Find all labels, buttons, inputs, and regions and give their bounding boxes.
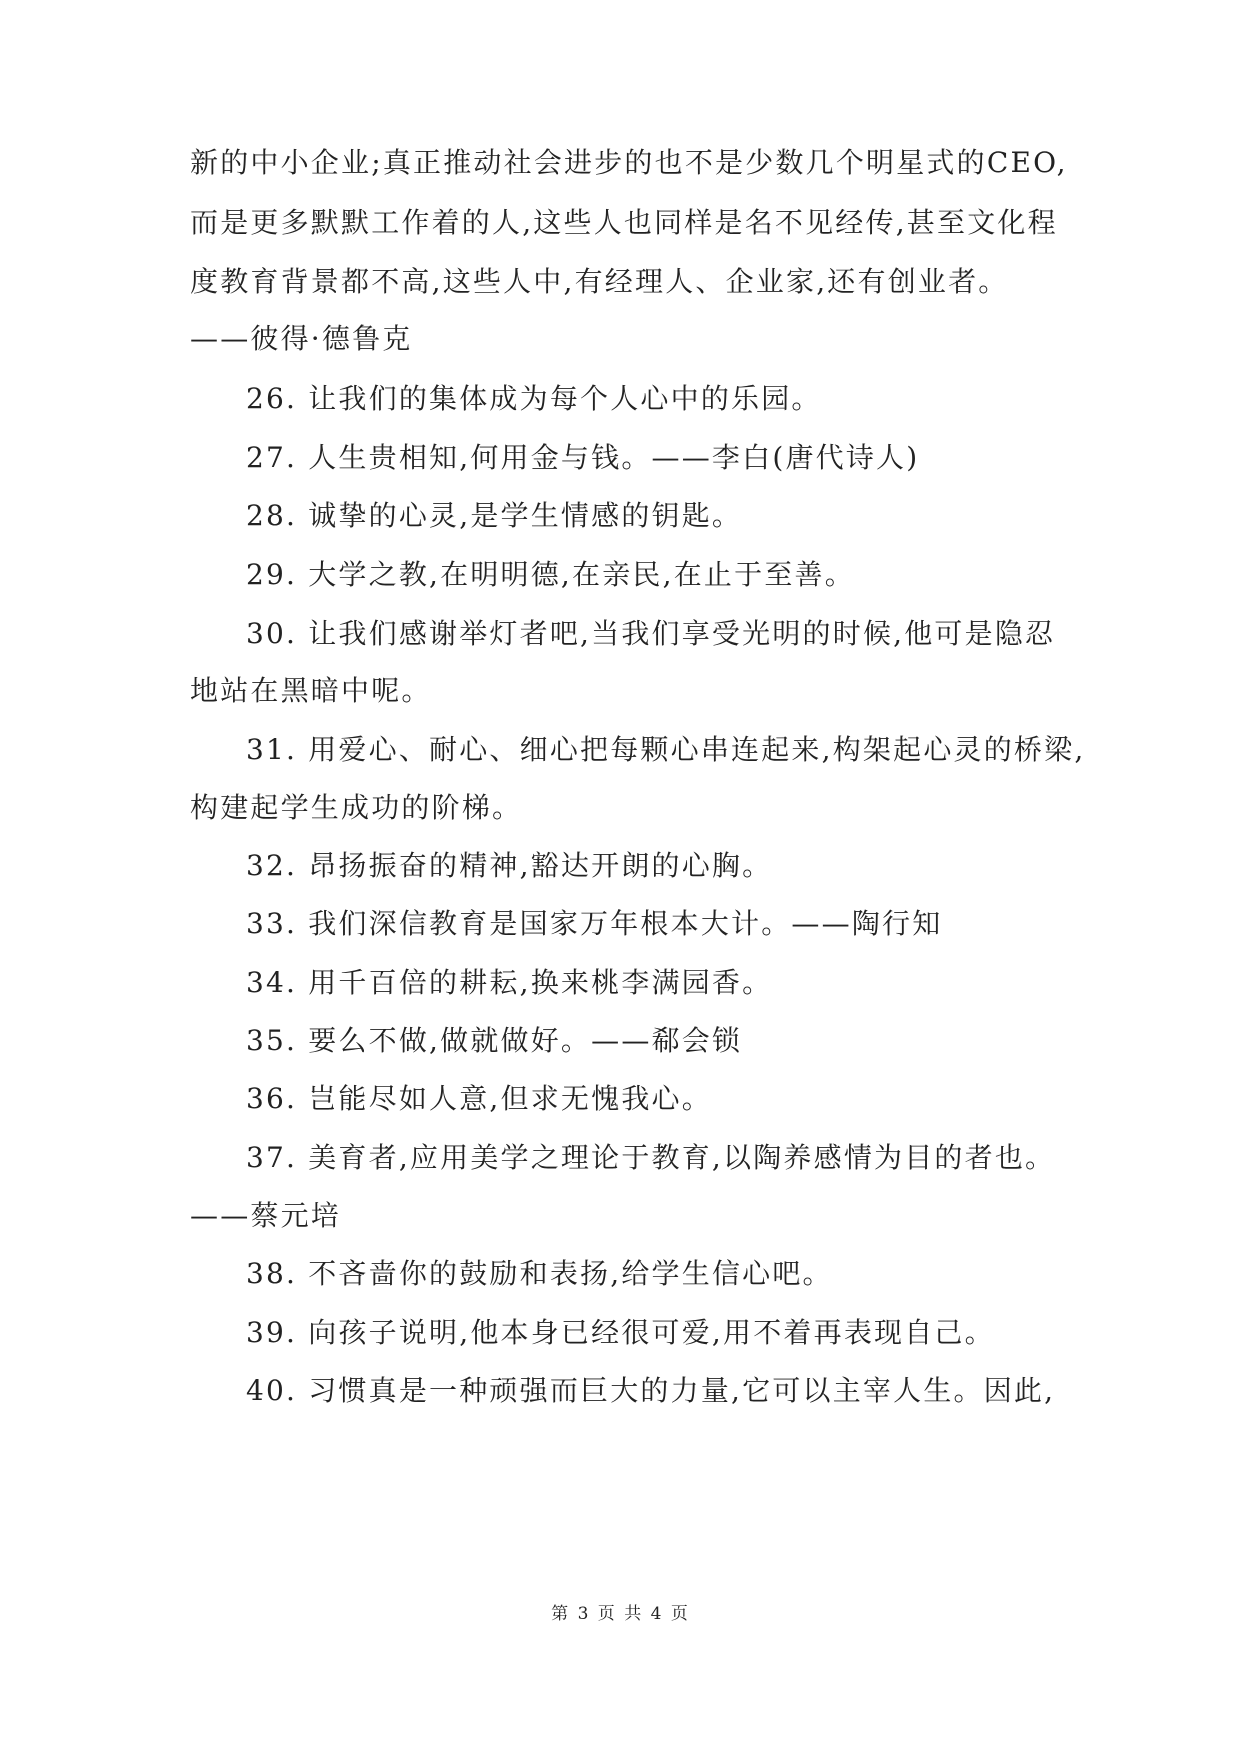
text-line-3: 度教育背景都不高,这些人中,有经理人、企业家,还有创业者。 <box>190 265 1009 298</box>
quote-item-31-continued: 构建起学生成功的阶梯。 <box>190 791 523 824</box>
quote-item-30-continued: 地站在黑暗中呢。 <box>190 674 432 707</box>
quote-item-28: 28. 诚挚的心灵,是学生情感的钥匙。 <box>246 499 743 532</box>
quote-attribution: ——彼得·德鲁克 <box>190 322 413 355</box>
text-line-1: 新的中小企业;真正推动社会进步的也不是少数几个明星式的CEO, <box>190 146 1068 179</box>
quote-item-30: 30. 让我们感谢举灯者吧,当我们享受光明的时候,他可是隐忍 <box>246 617 1056 650</box>
quote-item-33: 33. 我们深信教育是国家万年根本大计。——陶行知 <box>246 907 943 940</box>
text-line-2: 而是更多默默工作着的人,这些人也同样是名不见经传,甚至文化程 <box>190 206 1058 239</box>
quote-item-35: 35. 要么不做,做就做好。——郗会锁 <box>246 1024 743 1057</box>
quote-item-37: 37. 美育者,应用美学之理论于教育,以陶养感情为目的者也。 <box>246 1141 1056 1174</box>
quote-item-37-attribution: ——蔡元培 <box>190 1199 342 1232</box>
quote-item-29: 29. 大学之教,在明明德,在亲民,在止于至善。 <box>246 558 855 591</box>
quote-item-36: 36. 岂能尽如人意,但求无愧我心。 <box>246 1082 712 1115</box>
quote-item-31: 31. 用爱心、耐心、细心把每颗心串连起来,构架起心灵的桥梁, <box>246 733 1086 766</box>
quote-item-40: 40. 习惯真是一种顽强而巨大的力量,它可以主宰人生。因此, <box>246 1374 1056 1407</box>
quote-item-34: 34. 用千百倍的耕耘,换来桃李满园香。 <box>246 966 773 999</box>
quote-item-39: 39. 向孩子说明,他本身已经很可爱,用不着再表现自己。 <box>246 1316 995 1349</box>
page-number-footer: 第 3 页 共 4 页 <box>551 1604 690 1624</box>
quote-item-27: 27. 人生贵相知,何用金与钱。——李白(唐代诗人) <box>246 441 920 474</box>
quote-item-32: 32. 昂扬振奋的精神,豁达开朗的心胸。 <box>246 849 773 882</box>
quote-item-38: 38. 不吝啬你的鼓励和表扬,给学生信心吧。 <box>246 1257 833 1290</box>
quote-item-26: 26. 让我们的集体成为每个人心中的乐园。 <box>246 382 822 415</box>
